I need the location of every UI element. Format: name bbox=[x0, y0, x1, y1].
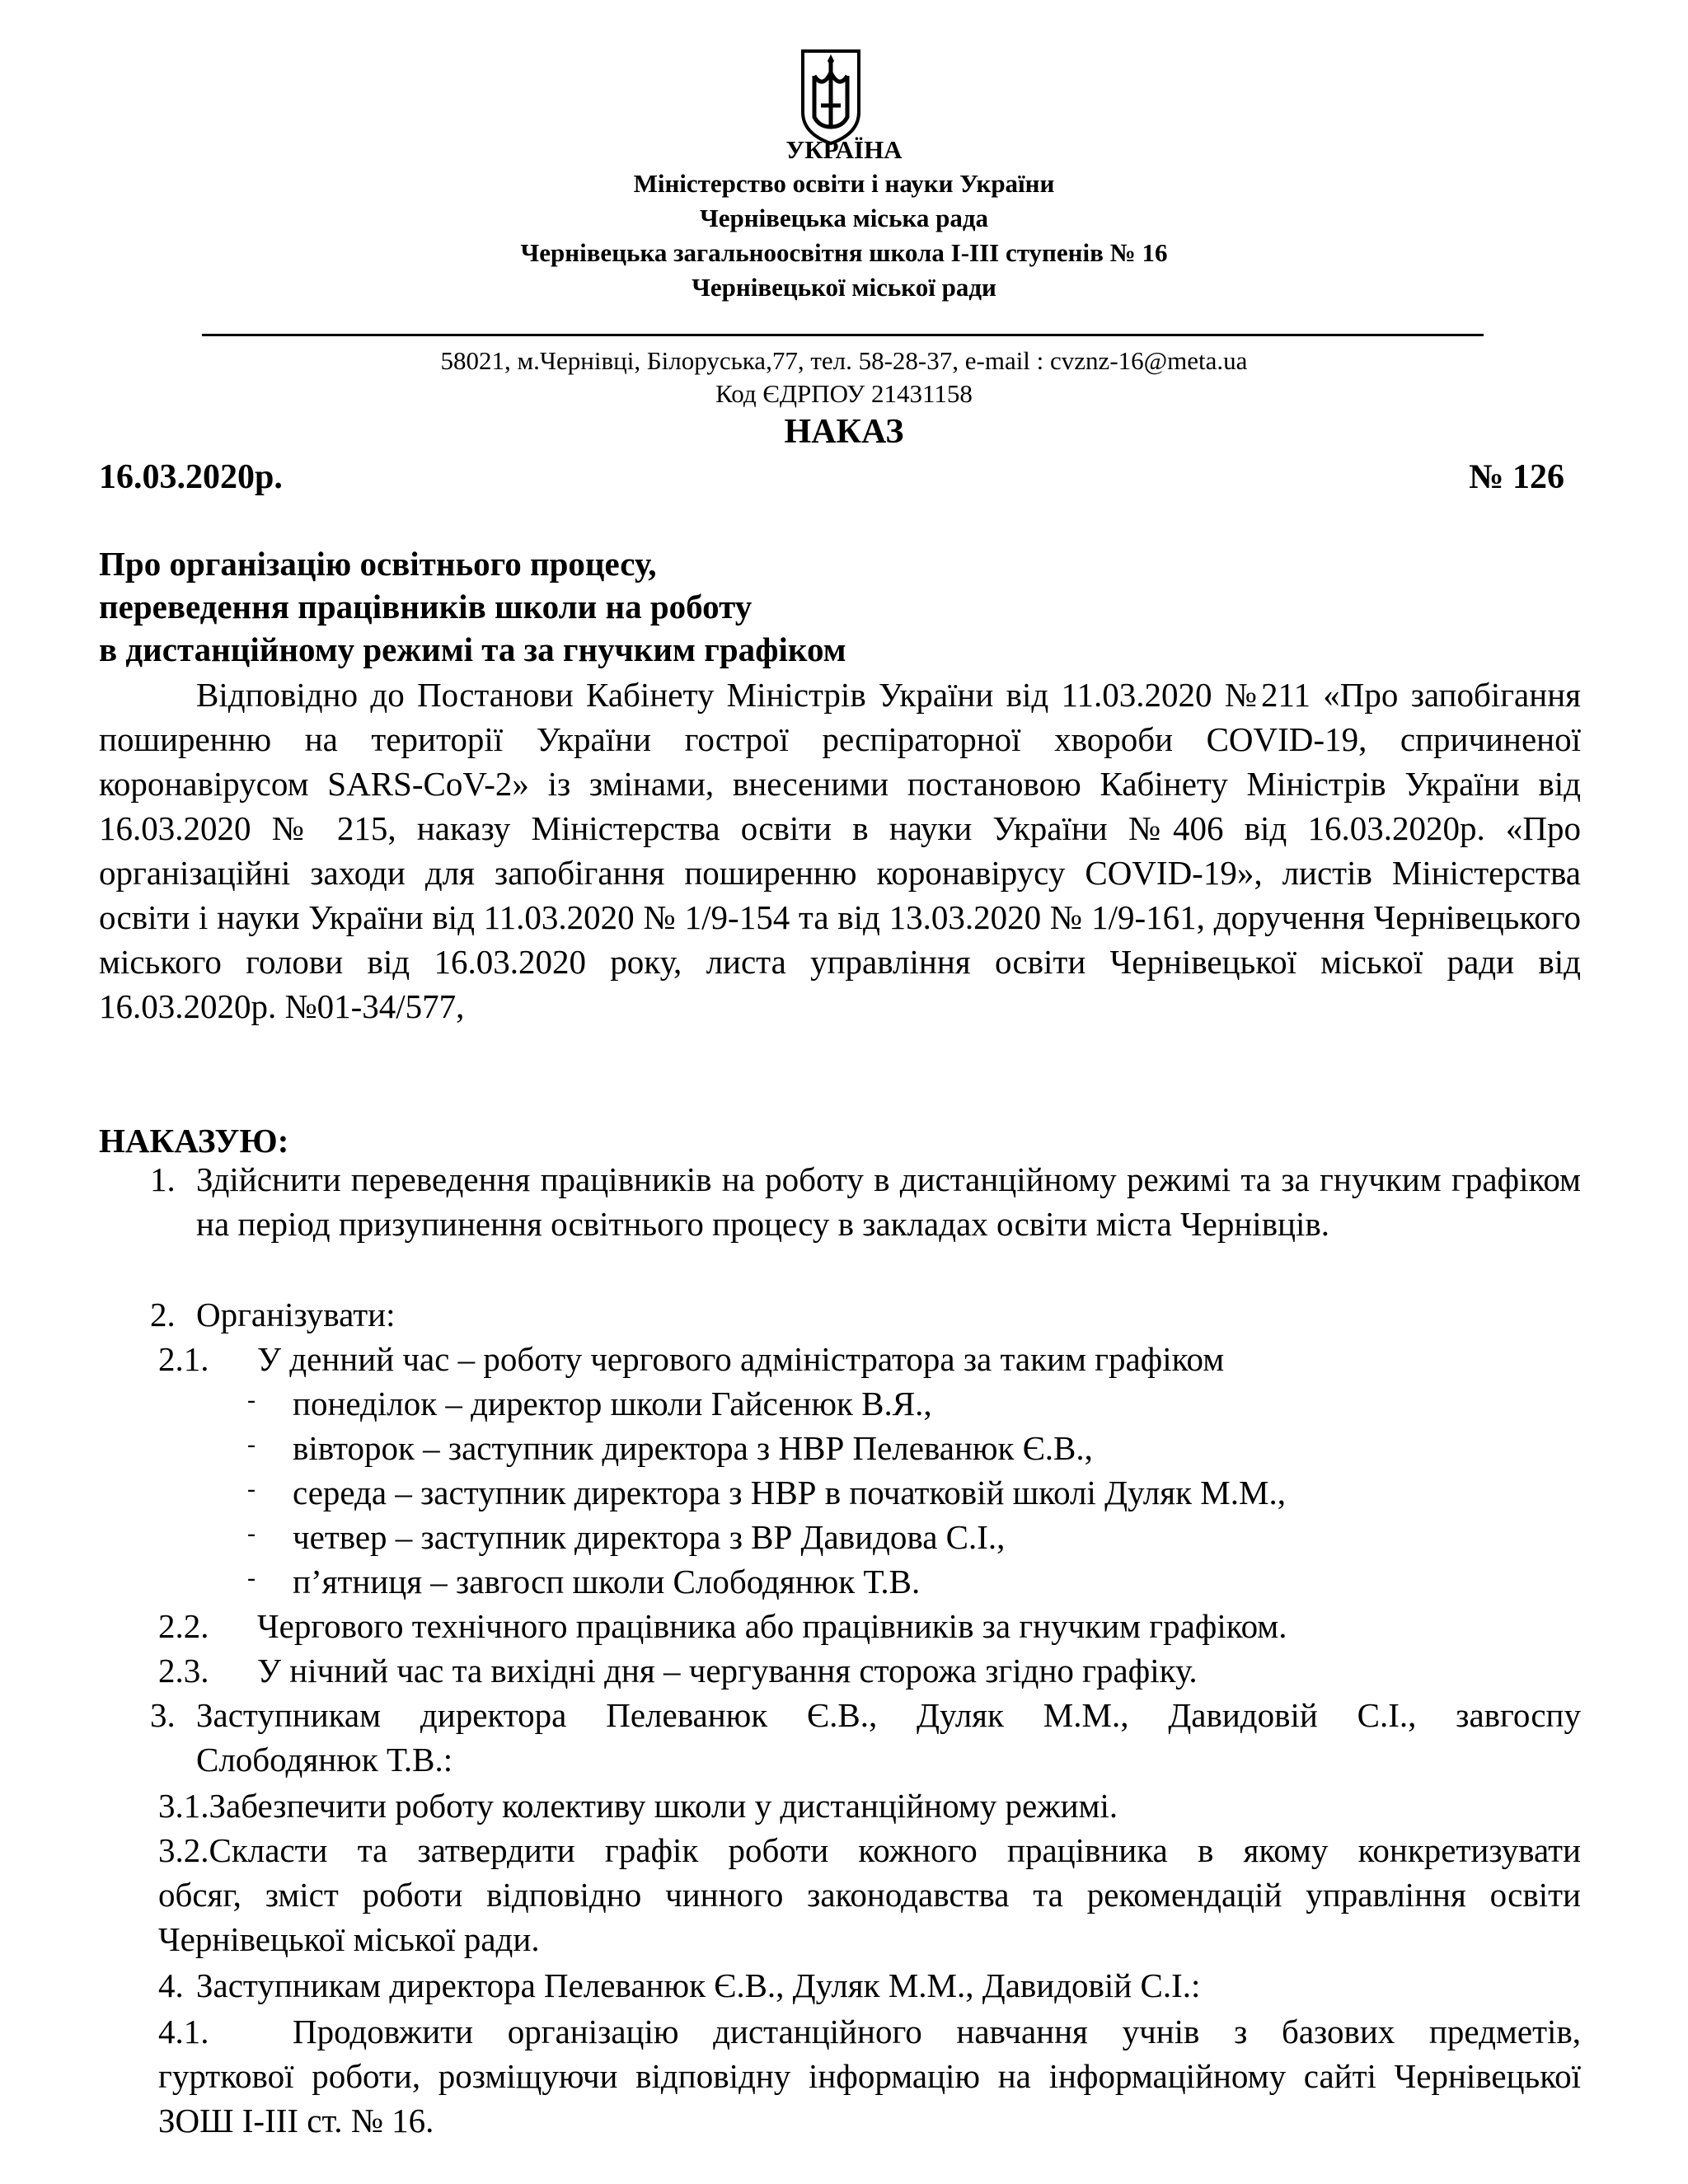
item-3-line1: Заступникам директора Пелеванюк Є.В., Дуляк М.М., Давидовій С.І., завгоспу bbox=[196, 1696, 1581, 1734]
item-1-text: Здійснити переведення працівників на роботу в дистанційному режимі та за гнучким графіком на період призупинення освітнього процесу в закладах освіти міста Чернівців. bbox=[196, 1160, 1581, 1243]
item-2-2-mark: 2.2. bbox=[158, 1607, 209, 1645]
duty-item: п’ятниця – завгосп школи Слободянюк Т.В. bbox=[293, 1563, 921, 1601]
orders-heading: НАКАЗУЮ: bbox=[99, 1122, 289, 1160]
item-3-1-text: 3.1.Забезпечити роботу колективу школи у дистанційному режимі. bbox=[158, 1787, 1118, 1825]
list-dash: - bbox=[247, 1520, 256, 1547]
order-date: 16.03.2020р. bbox=[99, 458, 283, 496]
item-4-1-rest: гурткової роботи, розміщуючи відповідну інформацію на інформаційному сайті Чернівецької ЗОШ І-ІІІ ст. № 16. bbox=[158, 2057, 1581, 2139]
header-edrpou: Код ЄДРПОУ 21431158 bbox=[715, 379, 973, 408]
item-3-line2: Слободянюк Т.В.: bbox=[196, 1741, 453, 1779]
preamble: Відповідно до Постанови Кабінету Міністрів України від 11.03.2020 №211 «Про запобігання поширенню на території України гострої респіраторної хвороби COVID-19, спричиненої коронавірусом SARS-CoV-2» із змінами, внесеними постановою Кабінету Міністрів України від 16.03.2020 № 215, наказу Міністерства освіти в науки України №406 від 16.03.2020р. «Про організаційні заходи для запобігання поширенню коронавірусу COVID-19», листів Міністерства освіти і науки України від 11.03.2020 № 1/9-154 та від 13.03.2020 № 1/9-161, доручення Чернівецького міського голови від 16.03.2020 року, листа управління освіти Чернівецької міської ради від 16.03.2020р. №01-34/577, bbox=[99, 676, 1581, 1025]
header-address: 58021, м.Чернівці, Білоруська,77, тел. 58-28-37, e-mail : cvznz-16@meta.ua bbox=[440, 346, 1248, 375]
header-country: УКРАЇНА bbox=[785, 135, 903, 164]
coat-of-arms-icon bbox=[798, 48, 864, 147]
header-school-council: Чернівецької міської ради bbox=[692, 273, 996, 302]
item-2-text: Організувати: bbox=[196, 1296, 396, 1333]
subject-line: переведення працівників школи на роботу bbox=[99, 588, 753, 626]
duty-item: середа – заступник директора з НВР в початковій школі Дуляк М.М., bbox=[293, 1474, 1286, 1511]
item-2-mark: 2. bbox=[150, 1296, 176, 1333]
duty-item: понеділок – директор школи Гайсенюк В.Я., bbox=[293, 1385, 932, 1422]
list-dash: - bbox=[247, 1386, 256, 1413]
item-4-1-line1: Продовжити організацію дистанційного навчання учнів з базових предметів, bbox=[293, 2013, 1581, 2050]
item-2-2-text: Чергового технічного працівника або працівників за гнучким графіком. bbox=[257, 1607, 1287, 1645]
item-3-2-line1: 3.2.Скласти та затвердити графік роботи кожного працівника в якому конкретизувати bbox=[158, 1831, 1581, 1869]
item-2-3-text: У нічний час та вихідні дня – чергування сторожа згідно графіку. bbox=[257, 1652, 1198, 1690]
subject-line: Про організацію освітнього процесу, bbox=[99, 545, 657, 583]
header-ministry: Міністерство освіти і науки України bbox=[633, 169, 1055, 198]
header-divider bbox=[202, 334, 1484, 336]
item-3-2-rest: обсяг, зміст роботи відповідно чинного законодавства та рекомендацій управління освіти Чернівецької міської ради. bbox=[158, 1876, 1581, 1958]
item-4-1-mark: 4.1. bbox=[158, 2013, 209, 2050]
header-council: Чернівецька міська рада bbox=[699, 204, 989, 232]
item-4-text: Заступникам директора Пелеванюк Є.В., Дуляк М.М., Давидовій С.І.: bbox=[196, 1966, 1201, 2004]
item-2-1-mark: 2.1. bbox=[158, 1340, 209, 1378]
list-dash: - bbox=[247, 1431, 256, 1458]
header-school: Чернівецька загальноосвітня школа І-ІІІ ступенів № 16 bbox=[520, 238, 1168, 267]
duty-item: четвер – заступник директора з ВР Давидова С.І., bbox=[293, 1518, 1006, 1556]
list-dash: - bbox=[247, 1564, 256, 1591]
order-number: № 126 bbox=[1469, 458, 1564, 496]
order-title: НАКАЗ bbox=[784, 413, 904, 451]
list-dash: - bbox=[247, 1475, 256, 1502]
item-2-3-mark: 2.3. bbox=[158, 1652, 209, 1690]
item-3-mark: 3. bbox=[150, 1696, 176, 1734]
item-1-mark: 1. bbox=[150, 1160, 176, 1198]
item-4-mark: 4. bbox=[158, 1966, 184, 2004]
subject-line: в дистанційному режимі та за гнучким графіком bbox=[99, 630, 846, 668]
order-subject bbox=[99, 542, 846, 671]
item-2-1-text: У денний час – роботу чергового адміністратора за таким графіком bbox=[257, 1340, 1225, 1378]
duty-item: вівторок – заступник директора з НВР Пелеванюк Є.В., bbox=[293, 1429, 1093, 1467]
